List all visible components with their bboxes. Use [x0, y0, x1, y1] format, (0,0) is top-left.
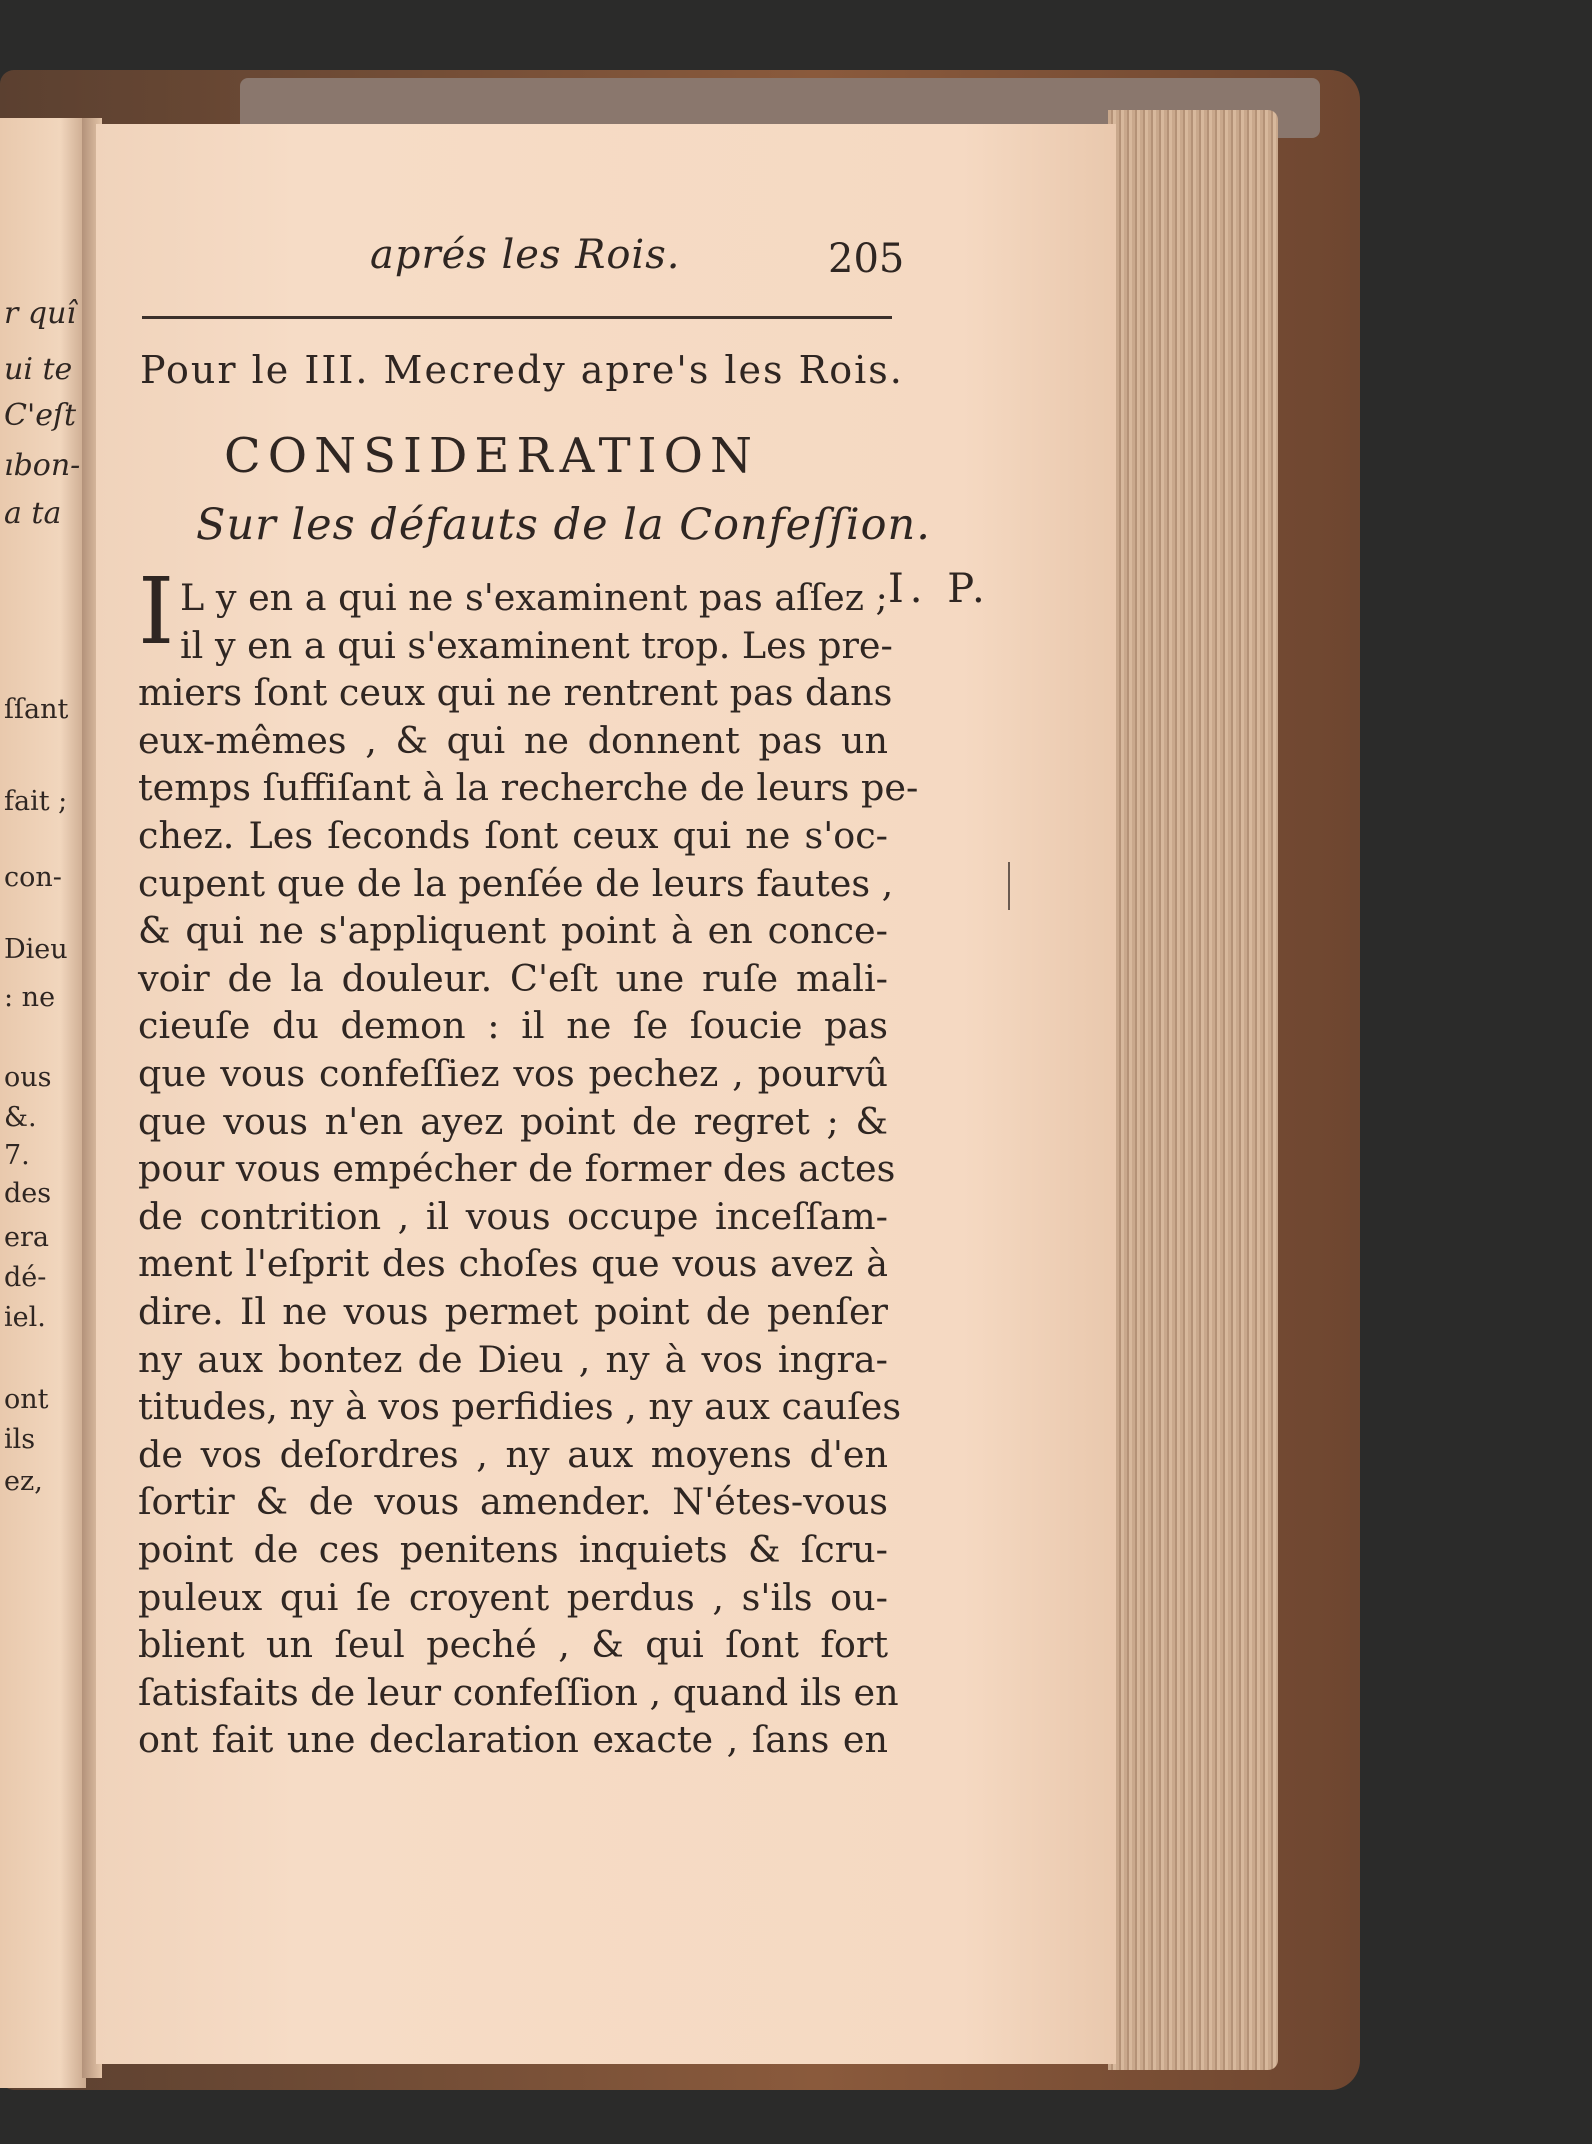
left-page-fragment: ez, — [4, 1466, 43, 1497]
left-page-fragment: ui te — [4, 352, 73, 387]
left-page-fragment: C'eſt — [4, 398, 77, 433]
page-edges — [1108, 110, 1278, 2070]
body-line: voir de la douleur. C'eſt une ruſe mali- — [138, 956, 888, 1000]
body-line: que vous n'en ayez point de regret ; & — [138, 1099, 888, 1143]
left-page-fragment: 7. — [4, 1140, 30, 1171]
body-line: ment l'eſprit des choſes que vous avez à — [138, 1242, 888, 1286]
body-line: temps ſuffiſant à la recherche de leurs pe- — [138, 766, 919, 810]
left-page-fragment: ıbon- — [4, 448, 81, 483]
drop-cap: I — [138, 558, 175, 665]
body-line: pour vous empécher de former des actes — [138, 1147, 896, 1191]
body-line: L y en a qui ne s'examinent pas aſſez ; — [180, 576, 888, 619]
body-line: cieuſe du demon : il ne ſe ſoucie pas — [138, 1004, 888, 1048]
left-page-fragment: era — [4, 1222, 49, 1253]
body-line: de contrition , il vous occupe inceſſam- — [138, 1194, 888, 1238]
body-line: ny aux bontez de Dieu , ny à vos ingra- — [138, 1337, 888, 1381]
body-line: chez. Les ſeconds ſont ceux qui ne s'oc- — [138, 814, 888, 857]
header-rule — [142, 316, 892, 319]
body-line: de vos deſordres , ny aux moyens d'en — [138, 1432, 888, 1476]
left-page-fragment: ous — [4, 1062, 52, 1093]
body-line: miers ſont ceux qui ne rentrent pas dans — [138, 671, 893, 715]
stray-mark — [1008, 862, 1010, 910]
body-line: ſortir & de vous amender. N'étes-vous — [138, 1480, 888, 1524]
page-number: 205 — [828, 236, 905, 282]
margin-note: I. P. — [888, 566, 991, 612]
left-page-fragment: Dieu — [4, 934, 68, 965]
left-page-fragment: ſſant — [4, 694, 69, 725]
left-page-fragment: : ne — [4, 982, 56, 1013]
left-page-fragment: con- — [4, 862, 62, 893]
body-line: que vous confeſſiez vos pechez , pourvû — [138, 1052, 888, 1095]
left-page-fragment: iel. — [4, 1302, 46, 1333]
body-line: dire. Il ne vous permet point de penſer — [138, 1290, 888, 1333]
consideration-title: CONSIDERATION — [224, 428, 759, 484]
body-line: il y en a qui s'examinent trop. Les pre- — [180, 623, 893, 667]
section-heading: Pour le III. Mecredy apre's les Rois. — [140, 348, 904, 392]
left-page-fragment: a ta — [4, 496, 62, 531]
body-line: ont fait une declaration exacte , ſans en — [138, 1718, 888, 1762]
consideration-subtitle: Sur les défauts de la Confeſſion. — [196, 500, 931, 550]
body-line: ſatisfaits de leur confeſſion , quand ils en — [138, 1670, 899, 1714]
left-page — [0, 118, 86, 2088]
body-line: puleux qui ſe croyent perdus , s'ils ou- — [138, 1575, 888, 1619]
left-page-fragment: des — [4, 1178, 52, 1209]
left-page-fragment: r quî — [4, 296, 76, 331]
body-line: titudes, ny à vos perfidies , ny aux cauſes — [138, 1385, 902, 1429]
left-page-fragment: dé- — [4, 1262, 47, 1293]
body-line: blient un ſeul peché , & qui ſont fort — [138, 1623, 888, 1667]
left-page-fragment: &. — [4, 1102, 37, 1133]
left-page-fragment: ont — [4, 1384, 49, 1415]
body-line: eux-mêmes , & qui ne donnent pas un — [138, 718, 888, 762]
running-title: aprés les Rois. — [370, 232, 681, 278]
body-line: & qui ne s'appliquent point à en conce- — [138, 909, 888, 953]
left-page-fragment: ils — [4, 1424, 36, 1455]
left-page-fragment: fait ; — [4, 786, 68, 817]
body-line: cupent que de la penſée de leurs fautes , — [138, 861, 894, 905]
body-line: point de ces penitens inquiets & ſcru- — [138, 1528, 888, 1571]
